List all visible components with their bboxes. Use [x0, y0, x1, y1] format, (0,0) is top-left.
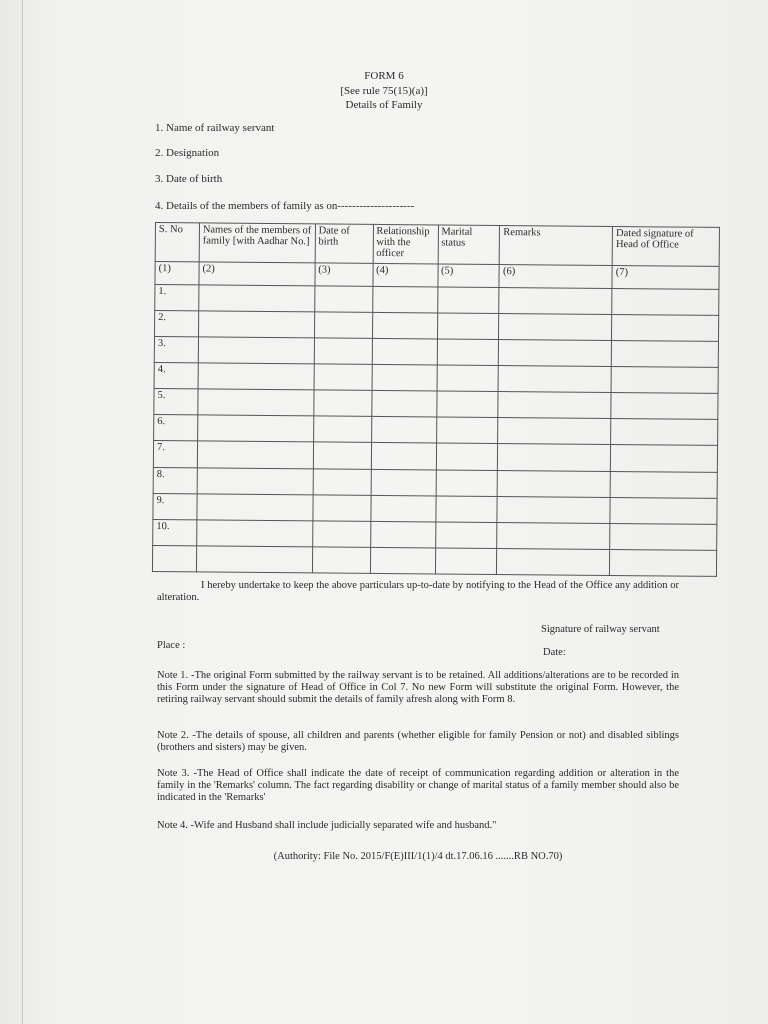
table-cell — [435, 522, 497, 549]
date-label: Date: — [543, 647, 566, 658]
table-cell — [371, 443, 436, 470]
column-number: (1) — [155, 262, 199, 285]
column-number: (3) — [315, 263, 373, 287]
table-cell — [497, 522, 610, 549]
table-cell — [372, 365, 437, 392]
table-cell — [198, 389, 314, 416]
table-cell — [499, 314, 612, 341]
table-cell — [370, 495, 435, 522]
table-cell — [436, 417, 498, 444]
field-name: 1. Name of railway servant — [155, 122, 275, 134]
table-cell — [612, 288, 719, 315]
table-cell — [198, 311, 314, 338]
table-header-row — [155, 223, 719, 267]
table-cell — [612, 315, 719, 342]
column-number: (6) — [499, 265, 612, 289]
table-cell — [499, 288, 612, 315]
table-cell — [437, 313, 499, 340]
table-cell — [372, 286, 437, 313]
column-header: S. No — [155, 223, 199, 262]
table-cell — [497, 496, 610, 523]
note-2: Note 2. -The details of spouse, all children and parents (whether eligible for family Pension or not) and disabled siblings (brothers and sisters) may be given. — [157, 730, 679, 753]
column-header: Remarks — [500, 226, 613, 266]
table-cell — [313, 390, 371, 417]
table-cell — [435, 548, 497, 575]
table-body — [152, 285, 718, 577]
column-number: (5) — [437, 264, 499, 288]
table-cell — [314, 364, 372, 391]
field-family-details: 4. Details of the members of family as on--------------------- — [155, 200, 415, 212]
authority-line: (Authority: File No. 2015/F(E)III/1(1)/4 dt.17.06.16 .......RB NO.70) — [273, 851, 563, 862]
column-header: Relationship with the officer — [373, 224, 438, 264]
table-cell — [370, 521, 435, 548]
table-cell — [435, 496, 497, 523]
table-cell — [611, 419, 718, 446]
column-header: Dated signature of Head of Office — [612, 226, 719, 266]
place-label: Place : — [157, 640, 186, 651]
column-number: (7) — [612, 265, 719, 289]
table-cell — [370, 547, 435, 574]
undertaking-text: I hereby undertake to keep the above particulars up-to-date by notifying to the Head of the Office any addition or alteration. — [157, 580, 679, 603]
table-cell — [197, 467, 313, 494]
form-title: FORM 6 — [364, 70, 404, 82]
table-cell — [371, 417, 436, 444]
table-cell — [196, 546, 312, 573]
column-header: Date of birth — [315, 224, 373, 264]
row-serial-number: 4. — [154, 363, 198, 389]
column-header: Marital status — [438, 225, 500, 265]
table-cell — [498, 470, 611, 497]
table-cell — [610, 497, 717, 524]
table-cell — [198, 363, 314, 390]
field-dob: 3. Date of birth — [155, 173, 223, 185]
table-cell — [611, 393, 718, 420]
table-cell — [436, 470, 498, 497]
row-serial-number: 8. — [153, 467, 197, 493]
row-serial-number: 1. — [155, 285, 199, 311]
table-cell — [197, 494, 313, 521]
table-cell — [611, 367, 718, 394]
row-serial-number: 7. — [153, 441, 197, 467]
note-1: Note 1. -The original Form submitted by the railway servant is to be retained. All additions/alterations are to be recorded in this Form under the signature of Head of Office in Col 7. No new Form will substitute the original Form. However, the retiring railway servant should submit the details of family afresh along with Form 8. — [157, 670, 679, 705]
table-row — [152, 545, 716, 576]
table-cell — [437, 339, 499, 366]
table-cell — [313, 495, 371, 522]
table-cell — [197, 441, 313, 468]
row-serial-number: 6. — [154, 415, 198, 441]
row-serial-number: 2. — [154, 311, 198, 337]
table-cell — [610, 523, 717, 550]
row-serial-number: 9. — [153, 493, 197, 519]
row-serial-number — [152, 545, 196, 572]
table-cell — [498, 418, 611, 445]
table-cell — [313, 468, 371, 495]
table-cell — [312, 547, 370, 574]
table-cell — [498, 366, 611, 393]
field-designation: 2. Designation — [155, 147, 220, 159]
family-details-table — [152, 222, 720, 577]
table-cell — [499, 340, 612, 367]
table-cell — [314, 338, 372, 365]
table-cell — [314, 312, 372, 339]
table-cell — [198, 337, 314, 364]
table-cell — [197, 520, 313, 547]
note-4: Note 4. -Wife and Husband shall include judicially separated wife and husband." — [157, 820, 497, 831]
table-cell — [611, 341, 718, 368]
note-3: Note 3. -The Head of Office shall indicate the date of receipt of communication regarding addition or alteration in the family in the 'Remarks' column. The fact regarding disability or change of marital status of a family member should also be indicated in the 'Remarks' — [157, 768, 679, 803]
table-cell — [610, 549, 717, 576]
table-cell — [313, 442, 371, 469]
table-cell — [314, 286, 372, 313]
row-serial-number: 5. — [154, 389, 198, 415]
table-cell — [371, 391, 436, 418]
table-cell — [498, 392, 611, 419]
table-cell — [372, 339, 437, 366]
table-cell — [371, 469, 436, 496]
table-cell — [611, 445, 718, 472]
table-cell — [436, 443, 498, 470]
row-serial-number: 3. — [154, 337, 198, 363]
page-edge-line — [22, 0, 23, 1024]
signature-label: Signature of railway servant — [541, 624, 660, 635]
column-number: (2) — [199, 262, 315, 286]
table-cell — [498, 444, 611, 471]
column-number: (4) — [372, 263, 437, 287]
row-serial-number: 10. — [153, 519, 197, 545]
table-cell — [437, 287, 499, 314]
table-cell — [437, 365, 499, 392]
table-cell — [312, 521, 370, 548]
table-cell — [197, 415, 313, 442]
table-cell — [436, 391, 498, 418]
column-header: Names of the members of family [with Aadhar No.] — [199, 223, 315, 263]
table-cell — [313, 416, 371, 443]
form-subtitle: Details of Family — [345, 99, 423, 111]
table-cell — [497, 548, 610, 575]
table-cell — [199, 285, 315, 312]
form-rule: [See rule 75(15)(a)] — [340, 85, 428, 97]
table-cell — [610, 471, 717, 498]
table-cell — [372, 312, 437, 339]
